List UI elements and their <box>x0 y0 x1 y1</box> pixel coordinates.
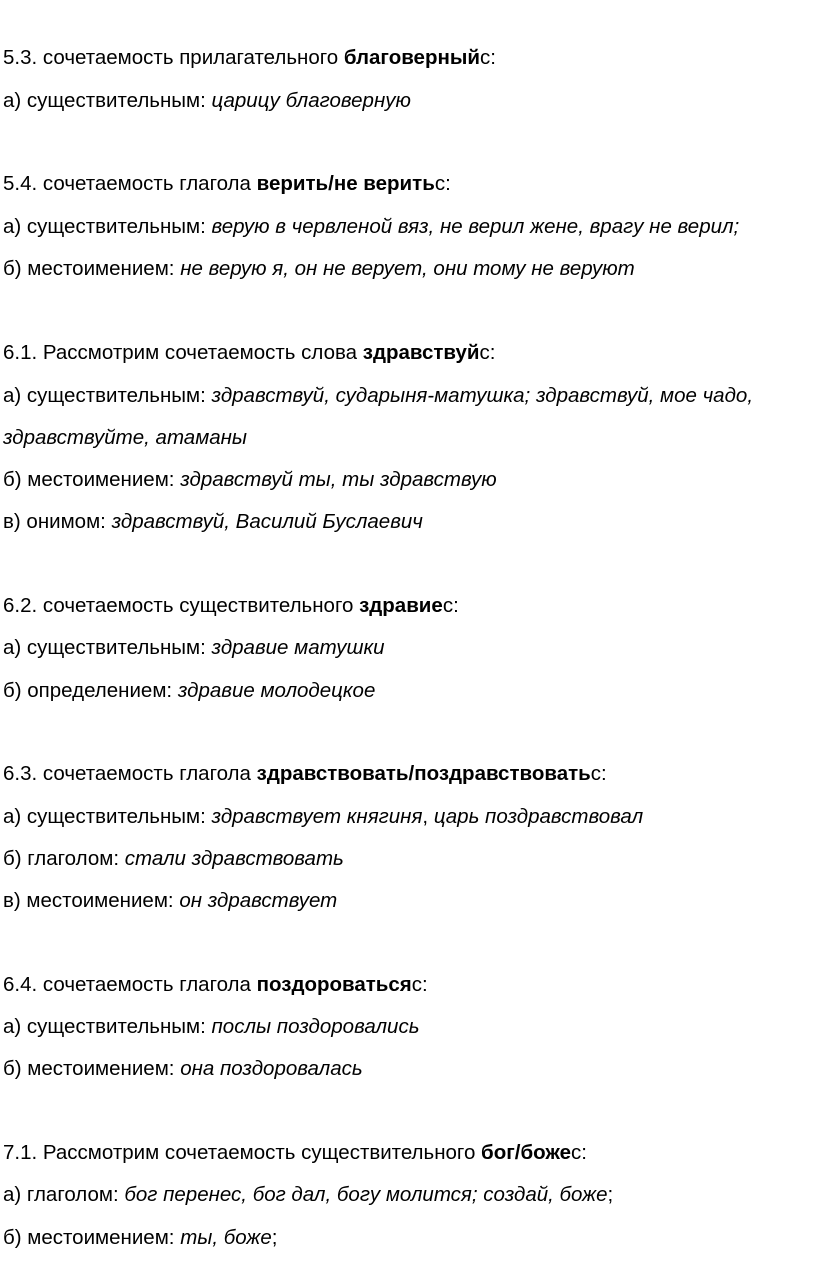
s63-heading: 6.3. сочетаемость глагола здравствовать/поздравствоватьс: <box>3 762 607 785</box>
s54-item-b: б) местоимением: не верую я, он не верует, они тому не веруют <box>3 257 635 280</box>
example: она поздоровалась <box>180 1057 363 1080</box>
example: здравие молодецкое <box>177 679 376 702</box>
s61-heading: 6.1. Рассмотрим сочетаемость слова здравствуйс: <box>3 341 496 364</box>
keyword: благоверный <box>343 46 480 69</box>
example: ты, боже <box>180 1226 272 1249</box>
keyword: верить/не верить <box>256 172 435 195</box>
s53-heading: 5.3. сочетаемость прилагательного благоверныйс: <box>3 46 496 69</box>
s63-item-a: а) существительным: здравствует княгиня, царь поздравствовал <box>3 805 644 828</box>
example: послы поздоровались <box>211 1015 420 1038</box>
s62-item-b: б) определением: здравие молодецкое <box>3 679 376 702</box>
keyword: здравствовать/поздравствовать <box>256 762 591 785</box>
example: здравствует княгиня <box>211 805 423 828</box>
s63-item-b: б) глаголом: стали здравствовать <box>3 847 344 870</box>
s61-item-c: в) онимом: здравствуй, Василий Буслаевич <box>3 510 423 533</box>
s61-item-b: б) местоимением: здравствуй ты, ты здравствую <box>3 468 497 491</box>
example: царицу благоверную <box>211 89 411 112</box>
s71-item-b: б) местоимением: ты, боже; <box>3 1226 278 1249</box>
example: он здравствует <box>179 889 338 912</box>
s54-heading: 5.4. сочетаемость глагола верить/не веритьс: <box>3 172 451 195</box>
example: бог перенес, бог дал, богу молится; создай, боже <box>124 1183 608 1206</box>
s54-item-a: а) существительным: верую в червленой вяз, не верил жене, врагу не верил; <box>3 215 740 238</box>
s62-item-a: а) существительным: здравие матушки <box>3 636 385 659</box>
keyword: бог/боже <box>481 1141 572 1164</box>
example: здравие матушки <box>211 636 385 659</box>
keyword: здравие <box>359 594 443 617</box>
keyword: здравствуй <box>362 341 480 364</box>
s71-heading: 7.1. Рассмотрим сочетаемость существительного бог/божес: <box>3 1141 587 1164</box>
s64-item-b: б) местоимением: она поздоровалась <box>3 1057 363 1080</box>
example: не верую я, он не верует, они тому не веруют <box>180 257 635 280</box>
example: верую в червленой вяз, не верил жене, врагу не верил; <box>211 215 740 238</box>
s63-item-c: в) местоимением: он здравствует <box>3 889 338 912</box>
s61-item-a-cont <box>3 426 247 450</box>
example: стали здравствовать <box>124 847 344 870</box>
example: здравствуй ты, ты здравствую <box>180 468 497 491</box>
example: здравствуй, сударыня-матушка; здравствуй, мое чадо, <box>211 384 754 407</box>
s53-item-a: а) существительным: царицу благоверную <box>3 89 411 112</box>
keyword: поздороваться <box>256 973 412 996</box>
s64-item-a: а) существительным: послы поздоровались <box>3 1015 420 1038</box>
s64-heading: 6.4. сочетаемость глагола поздороватьсяс: <box>3 973 428 996</box>
example: здравствуй, Василий Буслаевич <box>111 510 423 533</box>
s71-item-a: а) глаголом: бог перенес, бог дал, богу молится; создай, боже; <box>3 1183 614 1206</box>
s62-heading: 6.2. сочетаемость существительного здравиес: <box>3 594 459 617</box>
example: здравствуйте, атаманы <box>3 426 248 449</box>
s61-item-a: а) существительным: здравствуй, сударыня-матушка; здравствуй, мое чадо, <box>3 384 754 407</box>
example: царь поздравствовал <box>433 805 644 828</box>
